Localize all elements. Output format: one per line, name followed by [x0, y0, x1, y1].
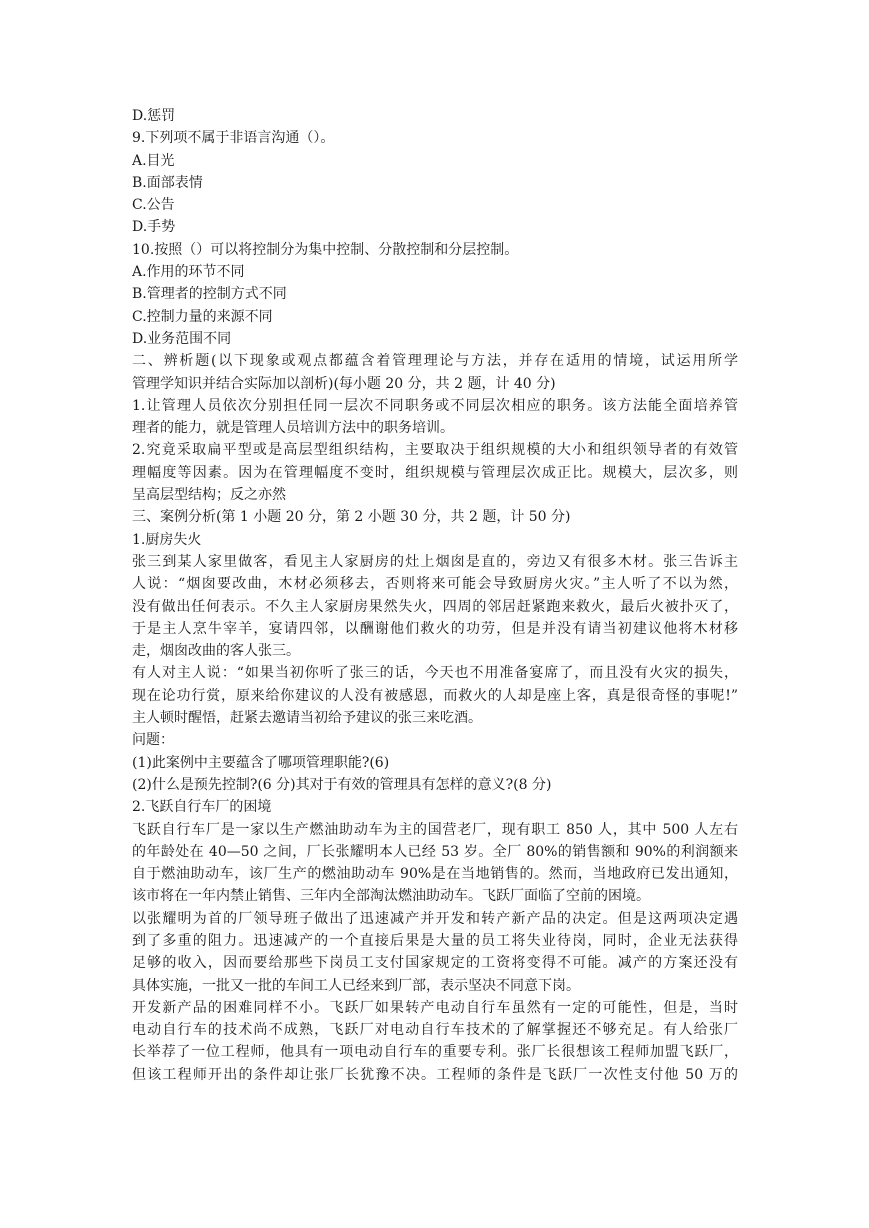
paragraph-line: 呈高层型结构；反之亦然 — [132, 487, 286, 504]
paragraph-line: 有人对主人说：“如果当初你听了张三的话，今天也不用准备宴席了，而且没有火灾的损失， — [132, 665, 738, 682]
paragraph-line: 具体实施，一批又一批的车间工人已经来到厂部，表示坚决不同意下岗。 — [132, 977, 580, 994]
paragraph-line: 的年龄处在 40—50 之间，厂长张耀明本人已经 53 岁。全厂 80%的销售额和 90%的利润额来 — [132, 843, 738, 860]
paragraph-line: 理者的能力，就是管理人员培训方法中的职务培训。 — [132, 420, 454, 437]
paragraph-line: 人说：“烟囱要改曲，木材必须移去，否则将来可能会导致厨房火灾。”主人听了不以为然， — [132, 576, 738, 593]
paragraph-line: 于是主人烹牛宰羊，宴请四邻，以酬谢他们救火的功劳，但是并没有请当初建议他将木材移 — [132, 620, 738, 637]
paragraph-line: 自于燃油助动车，该厂生产的燃油助动车 90%是在当地销售的。然而，当地政府已发出通知， — [132, 866, 738, 883]
option-a: A.作用的环节不同 — [132, 264, 245, 281]
case-2-paragraph-2 — [132, 908, 738, 997]
paragraph-line: 走，烟囱改曲的客人张三。 — [132, 643, 300, 660]
case-1-question-2: (2)什么是预先控制?(6 分)其对于有效的管理具有怎样的意义?(8 分) — [132, 776, 552, 793]
case-1-paragraph-1 — [132, 551, 738, 662]
question-10 — [132, 239, 738, 350]
paragraph-line: 以张耀明为首的厂领导班子做出了迅速减产并开发和转产新产品的决定。但是这两项决定遇 — [132, 910, 738, 927]
case-1-title: 1.厨房失火 — [132, 531, 202, 548]
option-b: B.面部表情 — [132, 174, 203, 191]
heading-line: 管理学知识并结合实际加以剖析)(每小题 20 分，共 2 题，计 40 分) — [132, 375, 556, 392]
option-c: C.公告 — [132, 197, 175, 214]
case-2-title: 2.飞跃自行车厂的困境 — [132, 799, 272, 816]
paragraph-line: 2.究竟采取扁平型或是高层型组织结构，主要取决于组织规模的大小和组织领导者的有效管 — [132, 442, 738, 459]
option-b: B.管理者的控制方式不同 — [132, 286, 287, 303]
paragraph-line: 理幅度等因素。因为在管理幅度不变时，组织规模与管理层次成正比。规模大，层次多，则 — [132, 464, 738, 481]
paragraph-line: 张三到某人家里做客，看见主人家厨房的灶上烟囱是直的，旁边又有很多木材。张三告诉主 — [132, 553, 738, 570]
discrimination-question-2 — [132, 439, 738, 506]
discrimination-question-1 — [132, 395, 738, 440]
option-d: D.手势 — [132, 219, 176, 236]
heading-line: 二、辨析题(以下现象或观点都蕴含着管理理论与方法，并存在适用的情境，试运用所学 — [132, 353, 738, 370]
paragraph-line: 到了多重的阻力。迅速减产的一个直接后果是大量的员工将失业待岗，同时，企业无法获得 — [132, 932, 738, 949]
paragraph-line: 主人顿时醒悟，赶紧去邀请当初给予建议的张三来吃酒。 — [132, 710, 482, 727]
case-1-question-1: (1)此案例中主要蕴含了哪项管理职能?(6) — [132, 754, 390, 771]
paragraph-line: 开发新产品的困难同样不小。飞跃厂如果转产电动自行车虽然有一定的可能性，但是，当时 — [132, 999, 738, 1016]
paragraph-line: 但该工程师开出的条件却让张厂长犹豫不决。工程师的条件是飞跃厂一次性支付他 50 万的 — [132, 1066, 738, 1083]
q8-option-d: D.惩罚 — [132, 108, 176, 124]
case-2-paragraph-3 — [132, 997, 738, 1086]
option-c: C.控制力量的来源不同 — [132, 308, 273, 325]
paragraph-line: 现在论功行赏，原来给你建议的人没有被感恩，而救火的人却是座上客，真是很奇怪的事呢!” — [132, 687, 738, 704]
paragraph-line: 电动自行车的技术尚不成熟，飞跃厂对电动自行车技术的了解掌握还不够充足。有人给张厂 — [132, 1022, 738, 1039]
option-d: D.业务范围不同 — [132, 330, 232, 347]
question-stem: 10.按照（）可以将控制分为集中控制、分散控制和分层控制。 — [132, 241, 519, 258]
case-2-paragraph-1 — [132, 819, 738, 908]
paragraph-line: 飞跃自行车厂是一家以生产燃油助动车为主的国营老厂，现有职工 850 人，其中 500 人左右 — [132, 821, 738, 838]
questions-label: 问题： — [132, 732, 174, 749]
paragraph-line: 足够的收入，因而要给那些下岗员工支付国家规定的工资将变得不可能。减产的方案还没有 — [132, 955, 738, 972]
section-2-heading — [132, 350, 738, 395]
option-a: A.目光 — [132, 152, 175, 169]
section-3-heading: 三、案例分析(第 1 小题 20 分，第 2 小题 30 分，共 2 题，计 50 分) — [132, 509, 571, 526]
case-1-paragraph-2 — [132, 662, 738, 729]
paragraph-line: 没有做出任何表示。不久主人家厨房果然失火，四周的邻居赶紧跑来救火，最后火被扑灭了， — [132, 598, 738, 615]
paragraph-line: 1.让管理人员依次分别担任同一层次不同职务或不同层次相应的职务。该方法能全面培养管 — [132, 397, 738, 414]
paragraph-line: 该市将在一年内禁止销售、三年内全部淘汰燃油助动车。飞跃厂面临了空前的困境。 — [132, 888, 650, 905]
question-stem: 9.下列项不属于非语言沟通（）。 — [132, 130, 335, 147]
paragraph-line: 长举荐了一位工程师，他具有一项电动自行车的重要专利。张厂长很想该工程师加盟飞跃厂， — [132, 1044, 738, 1061]
document-page — [132, 105, 738, 1086]
question-9 — [132, 127, 738, 238]
